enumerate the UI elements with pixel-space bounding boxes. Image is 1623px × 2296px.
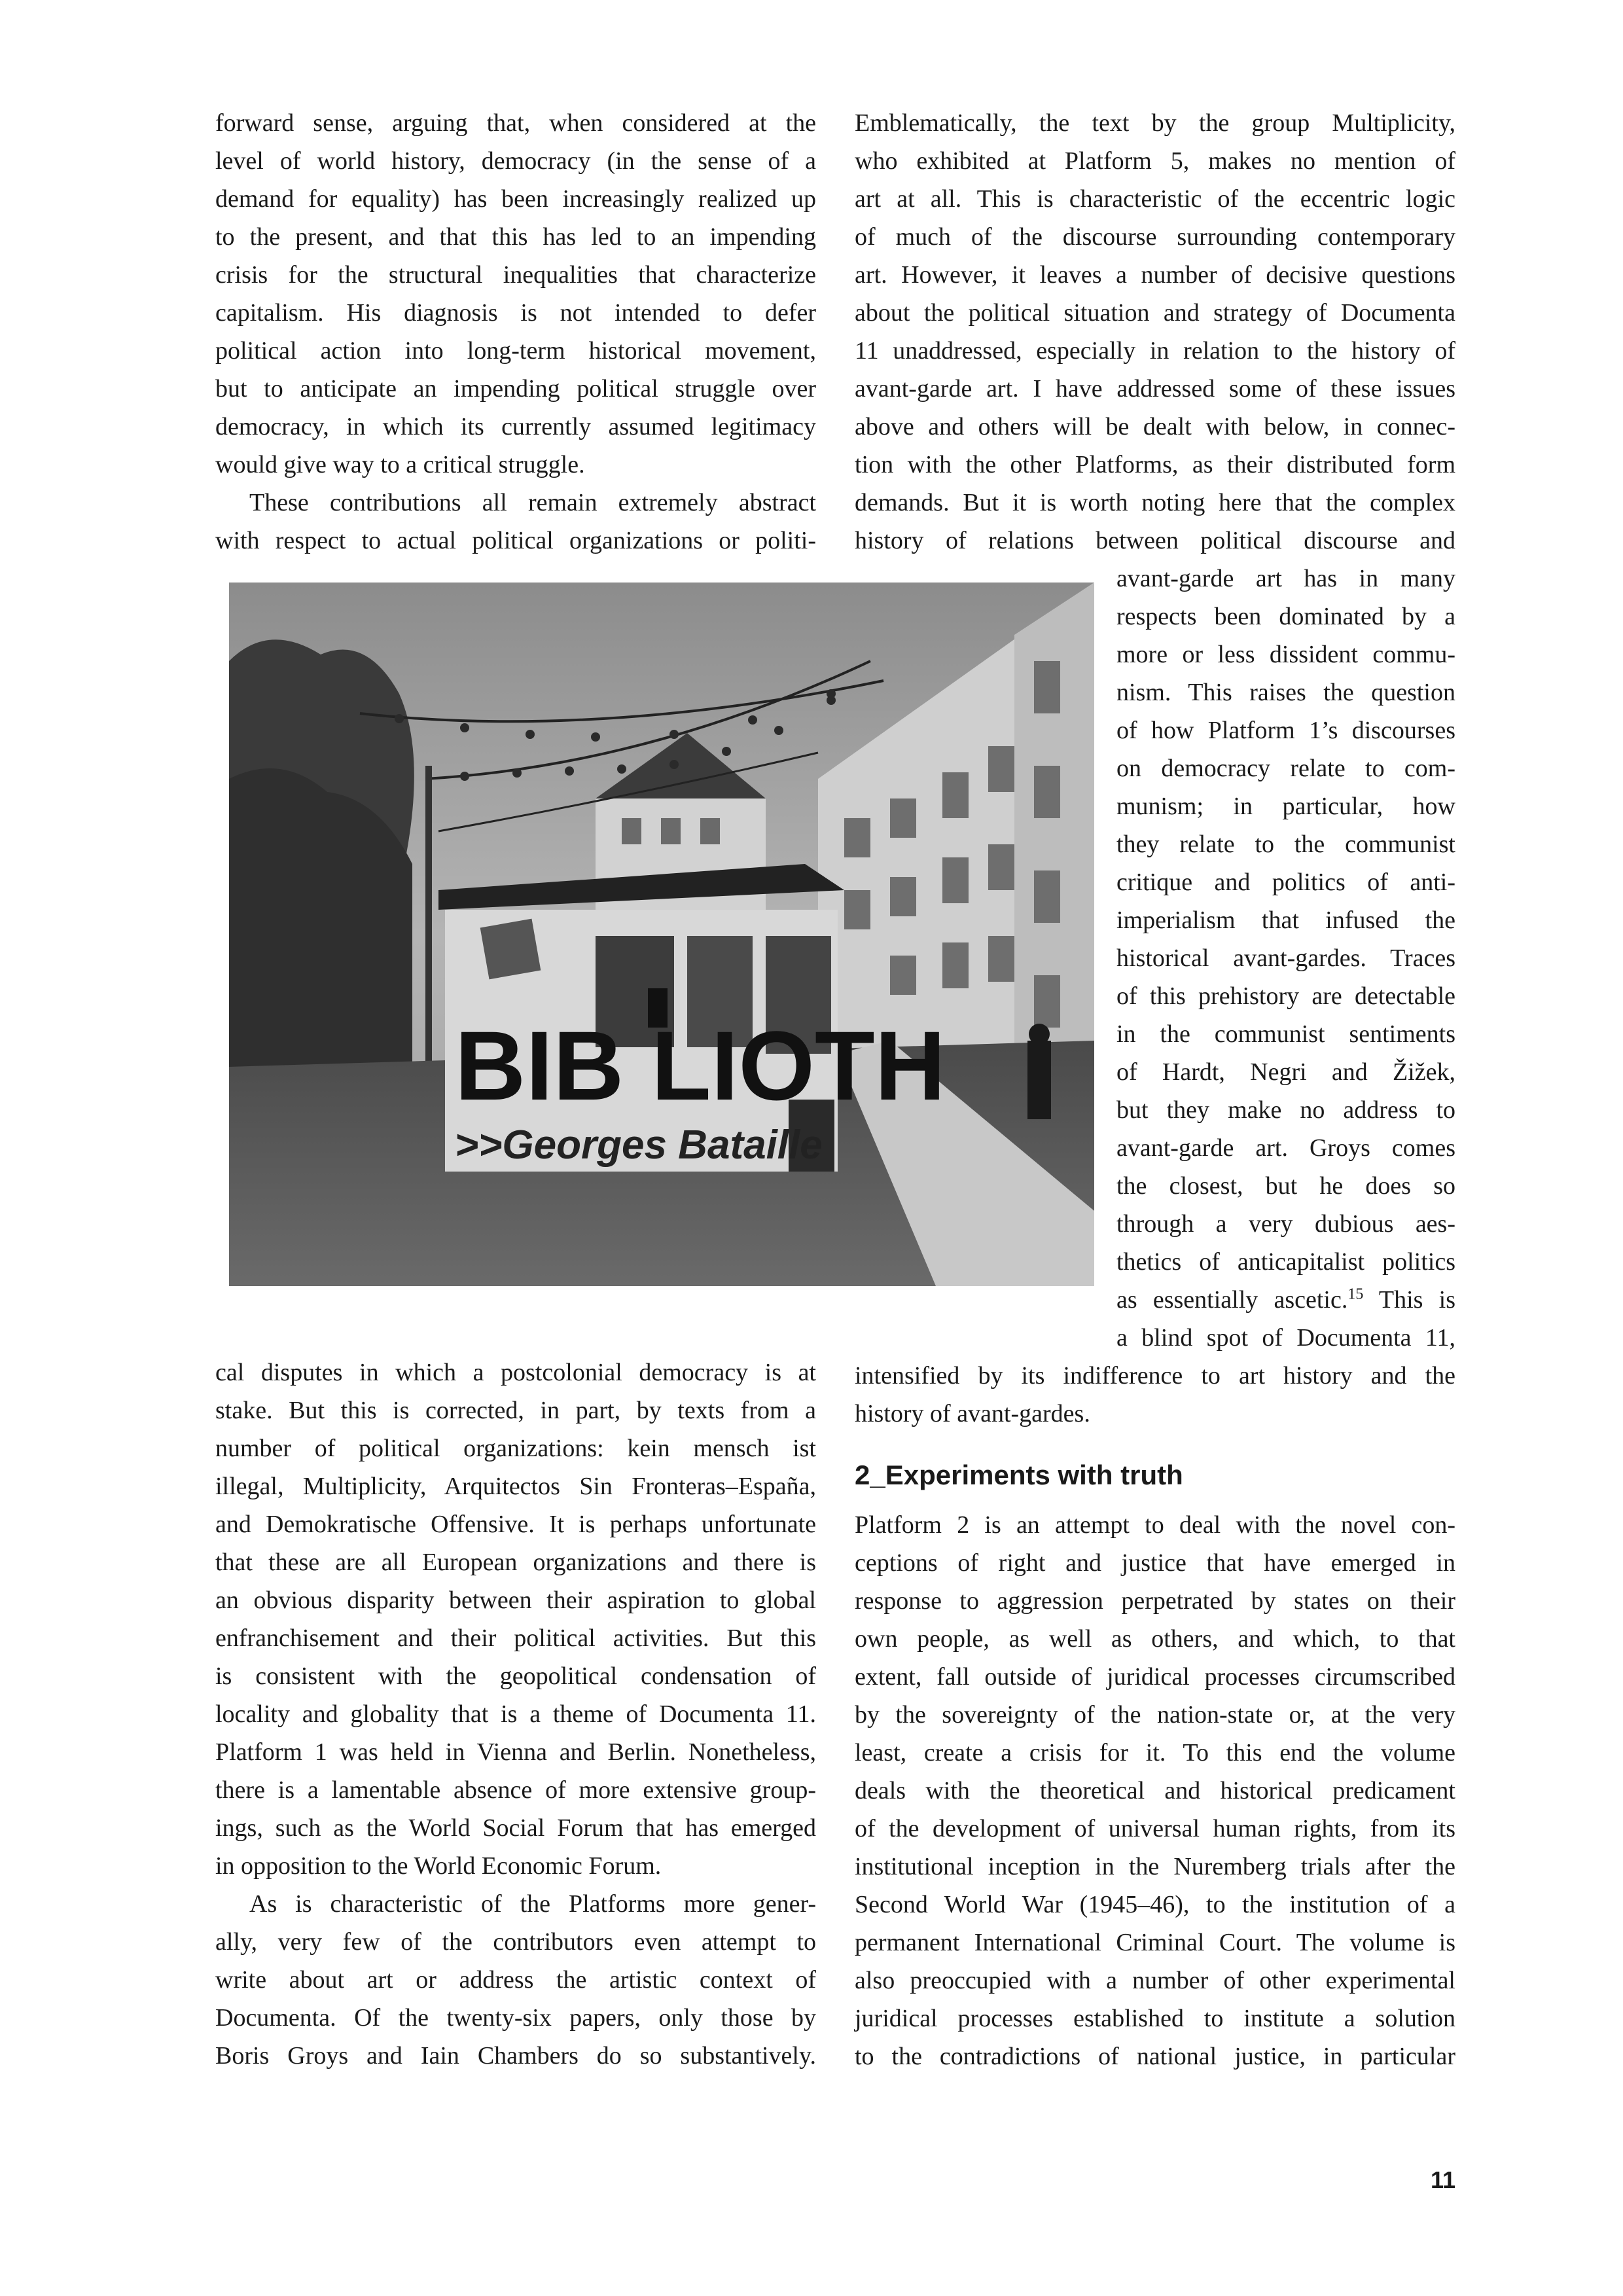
text-line: more or less dissident commu- bbox=[1116, 641, 1455, 668]
text-line: democracy, in which its currently assumed legitimacy bbox=[215, 413, 816, 440]
text-line: tion with the other Platforms, as their distributed form bbox=[855, 451, 1455, 478]
text-line: nism. This raises the question bbox=[1116, 679, 1455, 706]
text-line: As is characteristic of the Platforms more gener- bbox=[249, 1890, 816, 1918]
text-line: about the political situation and strategy of Documenta bbox=[855, 299, 1455, 327]
text-line: with respect to actual political organizations or politi- bbox=[215, 527, 816, 554]
text-line: munism; in particular, how bbox=[1116, 793, 1455, 820]
text-line: ally, very few of the contributors even attempt to bbox=[215, 1928, 816, 1956]
text-line: imperialism that infused the bbox=[1116, 906, 1455, 934]
text-line: level of world history, democracy (in the sense of a bbox=[215, 147, 816, 175]
section-heading: 2_Experiments with truth bbox=[855, 1460, 1183, 1490]
text-line: but to anticipate an impending political struggle over bbox=[215, 375, 816, 403]
text-line: of much of the discourse surrounding contemporary bbox=[855, 223, 1455, 251]
text-line: of how Platform 1’s discourses bbox=[1116, 717, 1455, 744]
text-line: least, create a crisis for it. To this end the volume bbox=[855, 1739, 1455, 1767]
text-line: as essentially ascetic.$^{15}$ This is bbox=[1116, 1285, 1455, 1314]
page-number: 11 bbox=[1430, 2166, 1455, 2193]
photo-sign-subtitle: >>Georges Bataille bbox=[455, 1122, 823, 1168]
text-line: Boris Groys and Iain Chambers do so substantively. bbox=[215, 2042, 816, 2070]
text-line: critique and politics of anti- bbox=[1116, 869, 1455, 896]
text-line: political action into long-term historical movement, bbox=[215, 337, 816, 365]
text-line-tail: This is bbox=[1363, 1286, 1455, 1314]
text-line: is consistent with the geopolitical condensation of bbox=[215, 1662, 816, 1690]
text-line: above and others will be dealt with below, in connec- bbox=[855, 413, 1455, 440]
text-line: that these are all European organizations and there is bbox=[215, 1549, 816, 1576]
text-line: to the present, and that this has led to an impending bbox=[215, 223, 816, 251]
text-line: illegal, Multiplicity, Arquitectos Sin Fronteras–España, bbox=[215, 1473, 816, 1500]
text-line: art. However, it leaves a number of decisive questions bbox=[855, 261, 1455, 289]
text-line: respects been dominated by a bbox=[1116, 603, 1455, 630]
text-line: but they make no address to bbox=[1116, 1096, 1455, 1124]
text-line: a blind spot of Documenta 11, bbox=[1116, 1324, 1455, 1352]
text-line: also preoccupied with a number of other experimental bbox=[855, 1967, 1455, 1994]
text-line: ings, such as the World Social Forum that has emerged bbox=[215, 1814, 816, 1842]
text-line: they relate to the communist bbox=[1116, 831, 1455, 858]
text-line: capitalism. His diagnosis is not intended to defer bbox=[215, 299, 816, 327]
text-line: permanent International Criminal Court. The volume is bbox=[855, 1929, 1455, 1956]
text-line: there is a lamentable absence of more extensive group- bbox=[215, 1776, 816, 1804]
text-line: institutional inception in the Nuremberg trials after the bbox=[855, 1853, 1455, 1880]
text-line: of the development of universal human rights, from its bbox=[855, 1815, 1455, 1842]
text-line: avant-garde art has in many bbox=[1116, 565, 1455, 592]
text-line: an obvious disparity between their aspiration to global bbox=[215, 1587, 816, 1614]
text-line: write about art or address the artistic context of bbox=[215, 1966, 816, 1994]
text-line: history of avant-gardes. bbox=[855, 1400, 1090, 1427]
footnote-ref: 15 bbox=[1347, 1285, 1364, 1303]
text-line: historical avant-gardes. Traces bbox=[1116, 944, 1455, 972]
text-line: avant-garde art. Groys comes bbox=[1116, 1134, 1455, 1162]
text-line: intensified by its indifference to art history and the bbox=[855, 1362, 1455, 1390]
text-line: Platform 1 was held in Vienna and Berlin. Nonetheless, bbox=[215, 1738, 816, 1766]
text-line: thetics of anticapitalist politics bbox=[1116, 1248, 1455, 1276]
text-line: locality and globality that is a theme of Documenta 11. bbox=[215, 1700, 816, 1728]
text-line: cal disputes in which a postcolonial democracy is at bbox=[215, 1359, 816, 1386]
text-line: deals with the theoretical and historical predicament bbox=[855, 1777, 1455, 1804]
photo-bibliothek-kiosk bbox=[229, 583, 1094, 1286]
text-line: on democracy relate to com- bbox=[1116, 755, 1455, 782]
text-line: Emblematically, the text by the group Multiplicity, bbox=[855, 109, 1455, 137]
text-line: Platform 2 is an attempt to deal with the novel con- bbox=[855, 1511, 1455, 1539]
text-line: stake. But this is corrected, in part, by texts from a bbox=[215, 1397, 816, 1424]
text-line: would give way to a critical struggle. bbox=[215, 451, 585, 478]
text-line: number of political organizations: kein mensch ist bbox=[215, 1435, 816, 1462]
text-line: to the contradictions of national justice, in particular bbox=[855, 2043, 1455, 2070]
text-line: Second World War (1945–46), to the institution of a bbox=[855, 1891, 1455, 1918]
text-line: through a very dubious aes- bbox=[1116, 1210, 1455, 1238]
text-line: forward sense, arguing that, when considered at the bbox=[215, 109, 816, 137]
text-line: demands. But it is worth noting here that the complex bbox=[855, 489, 1455, 516]
text-line: by the sovereignty of the nation-state or, at the very bbox=[855, 1701, 1455, 1729]
text-line: of Hardt, Negri and Žižek, bbox=[1116, 1058, 1455, 1086]
text-line: demand for equality) has been increasingly realized up bbox=[215, 185, 816, 213]
text-line: in opposition to the World Economic Forum. bbox=[215, 1852, 662, 1880]
text-line: extent, fall outside of juridical processes circumscribed bbox=[855, 1663, 1455, 1691]
text-line: enfranchisement and their political activities. But this bbox=[215, 1624, 816, 1652]
text-line: own people, as well as others, and which, to that bbox=[855, 1625, 1455, 1653]
text-line: Documenta. Of the twenty-six papers, only those by bbox=[215, 2004, 816, 2032]
text-line: of this prehistory are detectable bbox=[1116, 982, 1455, 1010]
text-line: response to aggression perpetrated by states on their bbox=[855, 1587, 1455, 1615]
photo-sign-word: BIB LIOTH bbox=[455, 1011, 946, 1121]
text-line: and Demokratische Offensive. It is perhaps unfortunate bbox=[215, 1511, 816, 1538]
text-line: who exhibited at Platform 5, makes no mention of bbox=[855, 147, 1455, 175]
text-line: avant-garde art. I have addressed some of these issues bbox=[855, 375, 1455, 403]
text-line: crisis for the structural inequalities that characterize bbox=[215, 261, 816, 289]
text-line: history of relations between political discourse and bbox=[855, 527, 1455, 554]
text-line: ceptions of right and justice that have emerged in bbox=[855, 1549, 1455, 1577]
text-line: juridical processes established to institute a solution bbox=[855, 2005, 1455, 2032]
text-line: art at all. This is characteristic of the eccentric logic bbox=[855, 185, 1455, 213]
text-line: 11 unaddressed, especially in relation to the history of bbox=[855, 337, 1455, 365]
text-line: in the communist sentiments bbox=[1116, 1020, 1455, 1048]
text-line: the closest, but he does so bbox=[1116, 1172, 1455, 1200]
text-line: These contributions all remain extremely abstract bbox=[249, 489, 816, 516]
